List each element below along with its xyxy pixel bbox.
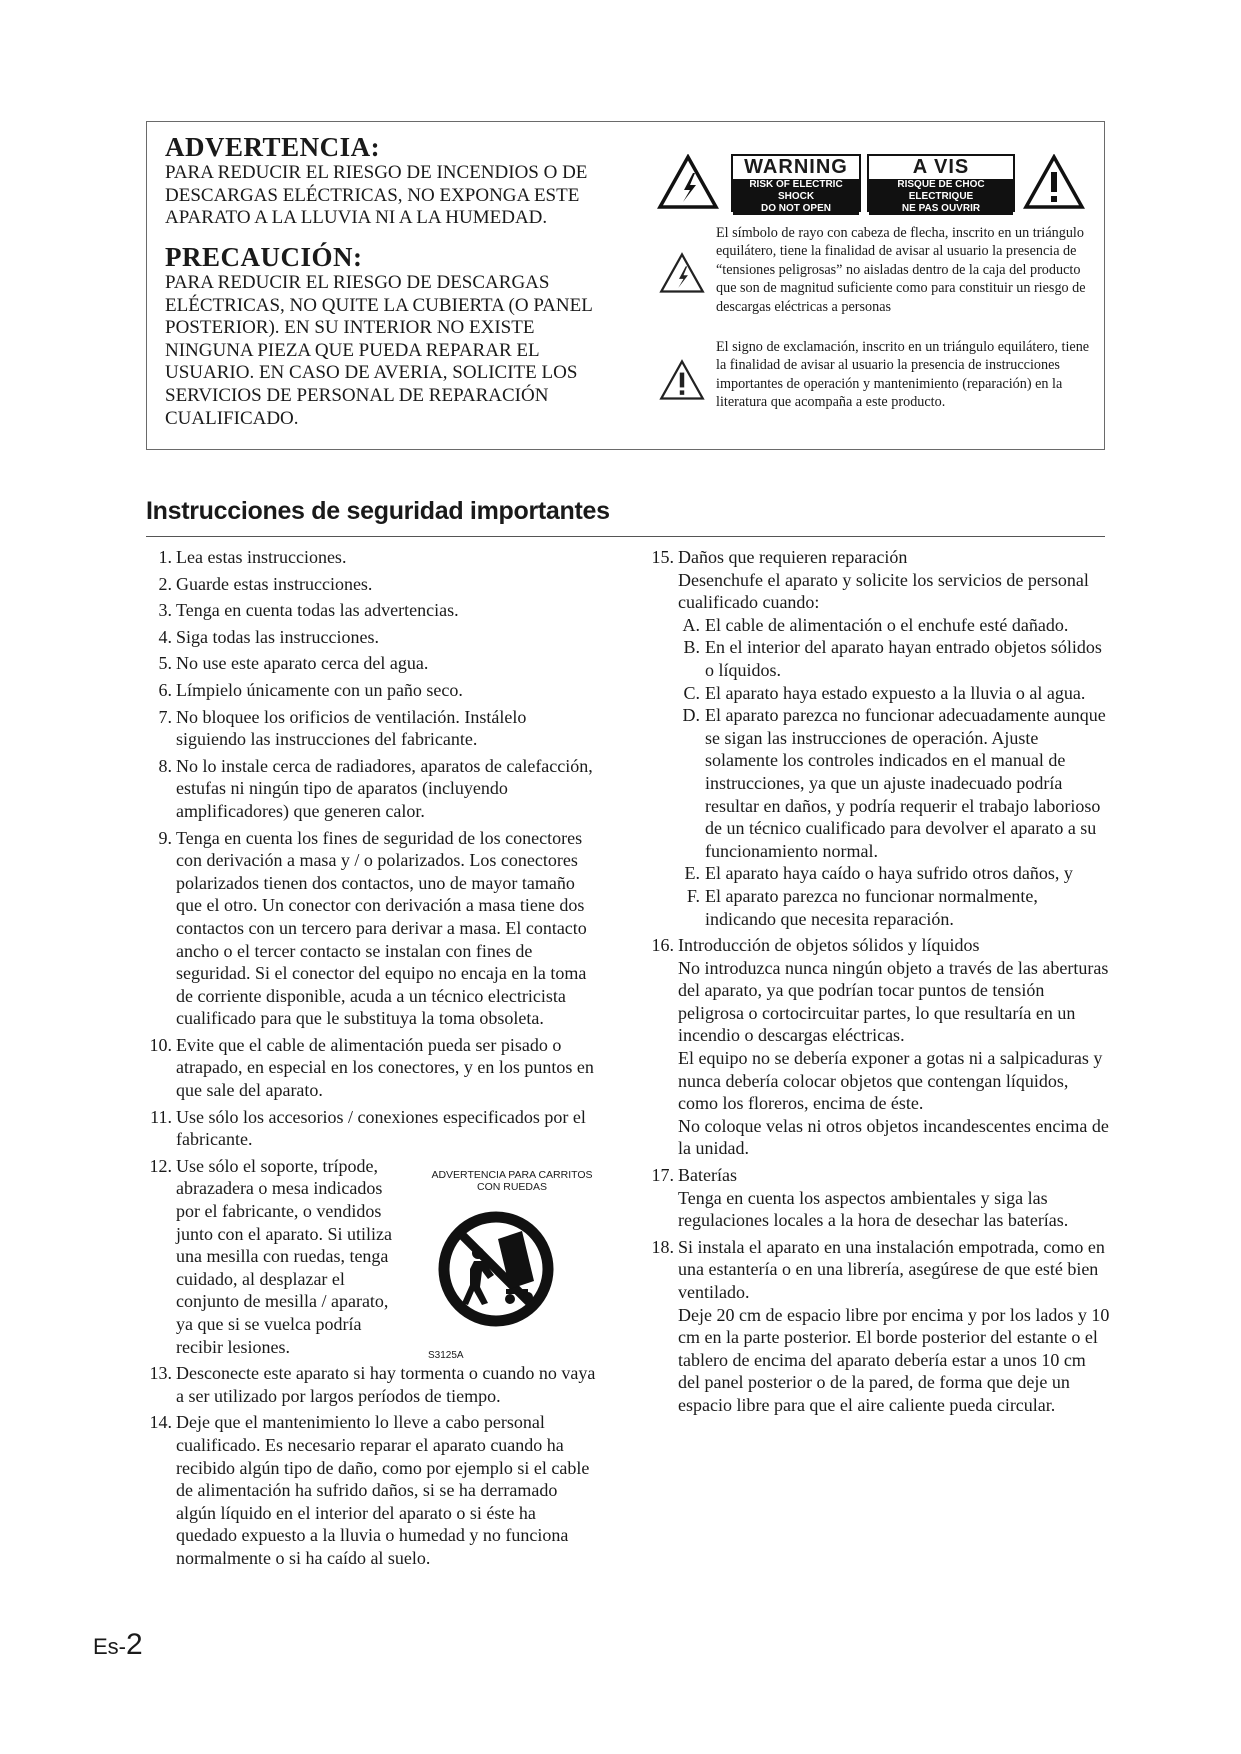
list-item: 4. Siga todas las instrucciones. (158, 626, 379, 647)
avis-label (867, 154, 1015, 212)
sub-item: A. El cable de alimentación o el enchufe esté dañado. (682, 614, 1069, 635)
instructions-right-column (648, 546, 1110, 1421)
list-item: 10. Evite que el cable de alimentación pueda ser pisado o atrapado, en especial en los conectores, y en los puntos en que sale del aparato. (149, 1034, 594, 1101)
list-item: 8. No lo instale cerca de radiadores, aparatos de calefacción, estufas ni ningún tipo de aparatos (incluyendo amplificadores) que generen calor. (158, 755, 593, 821)
sub-item: D. El aparato parezca no funcionar adecuadamente aunque se sigan las instrucciones de operación. Ajuste solamente los controles indicados en el manual de instrucciones, ya que un ajuste inadecuado podría resultar en daños, y podría requerir el trabajo laborioso de un técnico cualificado para devolver el aparato a su funcionamiento normal. (682, 705, 1106, 861)
sub-item: C. El aparato haya estado expuesto a la lluvia o al agua. (683, 682, 1086, 703)
sub-item: E. El aparato haya caído o haya sufrido otros daños, y (684, 863, 1073, 884)
advertencia-title: ADVERTENCIA: (165, 132, 381, 162)
section-divider (146, 536, 1105, 537)
lightning-warning-icon (657, 154, 719, 210)
page-number: Es-2 (93, 1628, 143, 1661)
list-item: 18. Si instala el aparato en una instalación empotrada, como en una estantería o en una librería, asegúrese de que esté bien ventilado. Deje 20 cm de espacio libre por encima y por los lados y 10 cm en la parte posterior. El borde posterior del estante o el tablero de encima del aparato debería estar a unos 10 cm del panel posterior o de la pared, de forma que deje un espacio libre para que el aire caliente pueda circular. (651, 1236, 1110, 1415)
exclamation-symbol-icon (659, 359, 705, 401)
avis-label-head: A VIS (912, 156, 970, 178)
instructions-left-column (146, 546, 596, 1574)
list-item: 17. Baterías Tenga en cuenta los aspectos ambientales y siga las regulaciones locales a la hora de desechar las baterías. (651, 1165, 1069, 1231)
list-item: 12. Use sólo el soporte, trípode, abrazadera o mesa indicados por el fabricante, o vendidos junto con el aparato. Si utiliza una mesilla con ruedas, tenga cuidado, al desplazar el conjunto de mesilla / aparato, ya que si se vuelca podría recibir lesiones. (149, 1155, 392, 1357)
list-item: 9. Tenga en cuenta los fines de seguridad de los conectores con derivación a masa y / o polarizados. Los conectores polarizados tienen dos contactos, uno de mayor tamaño que el otro. Un conector con derivación a masa tiene dos contactos con un tercero para derivar a masa. El contacto ancho o el tercer contacto se instalan con fines de seguridad. Si el conector del equipo no encaja en la toma de corriente disponible, acuda a un técnico electricista cualificado para que le substituya la toma obsoleta. (158, 827, 587, 1029)
exclamation-warning-icon (1023, 154, 1085, 210)
exclamation-symbol-text: El signo de exclamación, inscrito en un triángulo equilátero, tiene la finalidad de avisar al usuario la presencia de instrucciones importantes de operación y mantenimiento (reparación) en la literatura que acompaña a este producto. (716, 339, 1090, 411)
sub-item: B. En el interior del aparato hayan entrado objetos sólidos o líquidos. (683, 637, 1102, 680)
list-item: 1. Lea estas instrucciones. (158, 547, 347, 567)
warning-label-head: WARNING (744, 156, 848, 178)
list-item: 14. Deje que el mantenimiento lo lleve a cabo personal cualificado. Es necesario reparar el aparato cuando ha recibido algún tipo de daño, como por ejemplo si el cable de alimentación ha sufrido daños, si se ha derramado algún líquido en el interior del aparato o si éste ha quedado expuesto a la lluvia o humedad y no funciona normalmente o si ha caído al suelo. (149, 1412, 590, 1568)
list-item: 7. No bloquee los orificios de ventilación. Instálelo siguiendo las instrucciones del fabricante. (158, 706, 527, 750)
precaucion-text: PARA REDUCIR EL RIESGO DE DESCARGAS ELÉCTRICAS, NO QUITE LA CUBIERTA (O PANEL POSTERIOR). EN SU INTERIOR NO EXISTE NINGUNA PIEZA QUE PUEDA REPARAR EL USUARIO. EN CASO DE AVERIA, SOLICITE LOS SERVICIOS DE PERSONAL DE REPARACIÓN CUALIFICADO. (165, 272, 593, 429)
list-item: 2. Guarde estas instrucciones. (158, 573, 373, 594)
list-item: 5. No use este aparato cerca del agua. (158, 653, 429, 674)
list-item: 3. Tenga en cuenta todas las advertencias. (158, 600, 459, 621)
section-title: Instrucciones de seguridad importantes (146, 497, 610, 525)
warning-label-sub: RISK OF ELECTRIC SHOCK DO NOT OPEN (733, 179, 859, 215)
cart-figure-code: S3125A (428, 1350, 464, 1361)
list-item: 6. Límpielo únicamente con un paño seco. (158, 679, 463, 700)
list-item: 11. Use sólo los accesorios / conexiones especificados por el fabricante. (150, 1106, 586, 1150)
avis-label-sub: RISQUE DE CHOC ELECTRIQUE NE PAS OUVRIR (869, 179, 1013, 215)
warning-label (731, 154, 861, 212)
warning-box (146, 121, 1105, 450)
precaucion-title: PRECAUCIÓN: (165, 242, 363, 272)
cart-tipover-icon (436, 1209, 556, 1329)
list-item: 15. Daños que requieren reparación Desenchufe el aparato y solicite los servicios de personal cualificado cuando: A. El cable de alimentación o el enchufe esté dañado. B. En el interior del aparato hayan entrado objetos sólidos o líquidos. C. El aparato haya estado expuesto a la lluvia o al agua. D. El aparato parezca no funcionar adecuadamente aunque se sigan las instrucciones de operación. Ajuste solamente los controles indicados en el manual de instrucciones, ya que un ajuste inadecuado podría resultar en daños, y podría requerir el trabajo laborioso de un técnico cualificado para devolver el aparato a su funcionamiento normal. E. El aparato haya caído o haya sufrido otros daños, y F. El aparato parezca no funcionar normalmente, indicando que necesita reparación. (648, 546, 1110, 930)
sub-item: F. El aparato parezca no funcionar normalmente, indicando que necesita reparación. (686, 885, 1038, 929)
advertencia-text: PARA REDUCIR EL RIESGO DE INCENDIOS O DE DESCARGAS ELÉCTRICAS, NO EXPONGA ESTE APARATO A LA LLUVIA NI A LA HUMEDAD. (165, 162, 588, 229)
lightning-symbol-icon (659, 252, 705, 294)
list-item: 13. Desconecte este aparato si hay tormenta o cuando no vaya a ser utilizado por largos períodos de tiempo. (149, 1363, 596, 1406)
list-item: 16. Introducción de objetos sólidos y líquidos No introduzca nunca ningún objeto a través de las aberturas del aparato, ya que podrían tocar puntos de tensión peligrosa o cortocircuitar partes, lo que resultaría en un incendio o descargas eléctricas. El equipo no se debería exponer a gotas ni a salpicaduras y nunca debería colocar objetos que contengan líquidos, como los floreros, encima de éste. No coloque velas ni otros objetos incandescentes encima de la unidad. (651, 935, 1109, 1159)
lightning-symbol-text: El símbolo de rayo con cabeza de flecha, inscrito en un triángulo equilátero, tiene la finalidad de avisar al usuario la presencia de “tensiones peligrosas” no aisladas dentro de la caja del producto que son de magnitud suficiente como para constituir un riesgo de descargas eléctricas a personas (716, 225, 1086, 315)
cart-warning-caption: ADVERTENCIA PARA CARRITOS CON RUEDAS (431, 1169, 593, 1193)
cart-warning-figure (422, 1169, 602, 1369)
